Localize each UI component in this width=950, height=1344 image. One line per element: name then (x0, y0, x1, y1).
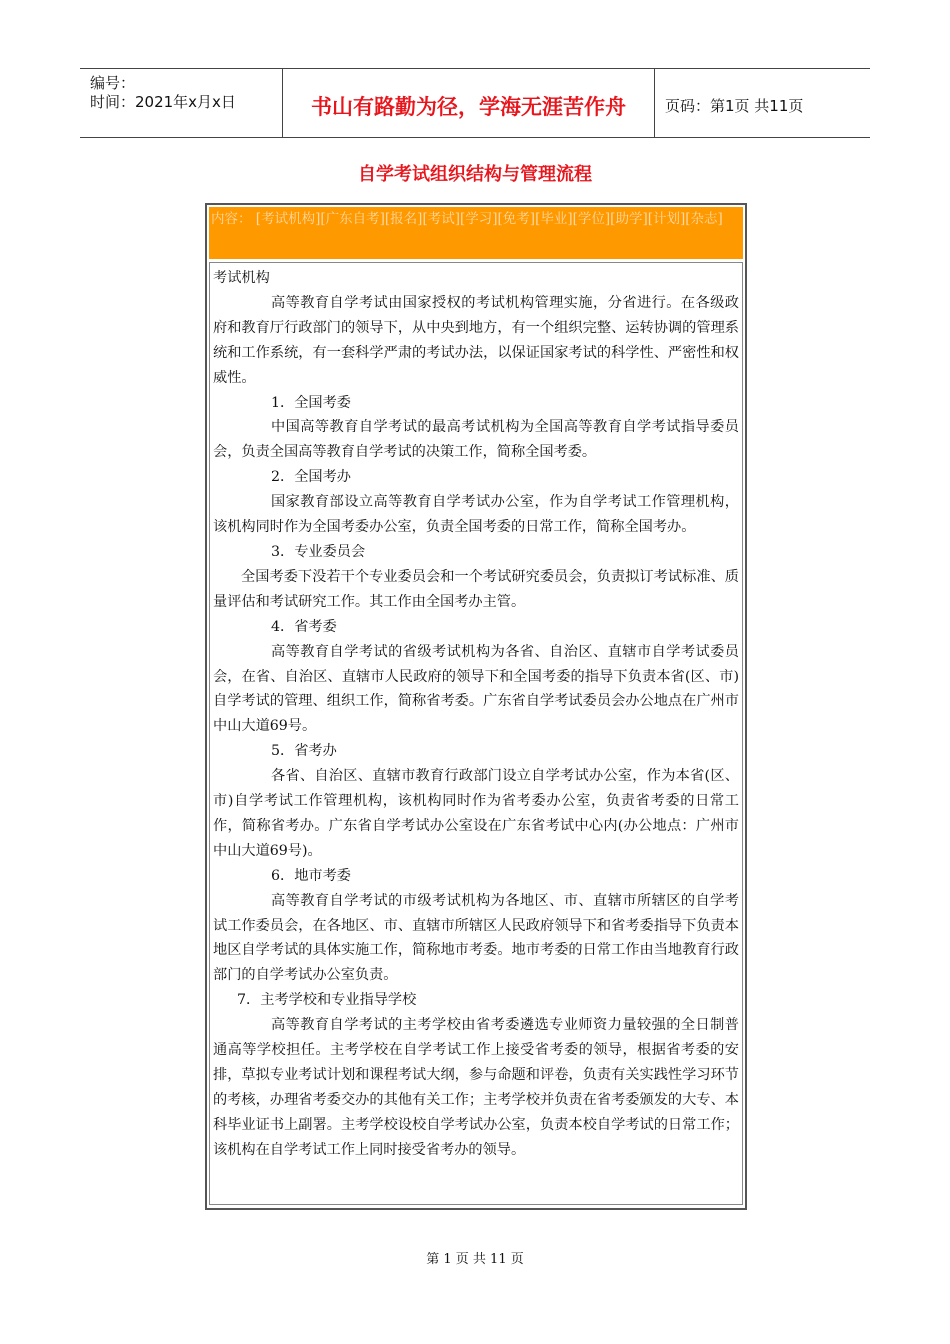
content-paragraph: 1．全国考委 (271, 394, 351, 411)
content-paragraph: 6．地市考委 (271, 867, 351, 884)
nav-link[interactable]: [广东自考] (320, 211, 385, 227)
page-indicator: 页码：第1页 共11页 (665, 97, 804, 115)
nav-prefix: 内容： (211, 211, 252, 227)
content-paragraph: 国家教育部设立高等教育自学考试办公室，作为自学考试工作管理机构，该机构同时作为全国考委办公室，负责全国考委的日常工作，简称全国考办。 (213, 494, 739, 536)
nav-link[interactable]: [杂志] (685, 211, 723, 227)
content-paragraph: 3．专业委员会 (271, 543, 366, 560)
content-paragraph: 5．省考办 (271, 743, 337, 760)
nav-link[interactable]: [学位] (572, 211, 611, 227)
content-table (205, 203, 747, 1210)
nav-link[interactable]: [报名] (384, 211, 423, 227)
content-paragraph: 高等教育自学考试由国家授权的考试机构管理实施，分省进行。在各级政府和教育厅行政部门的领导下，从中央到地方，有一个组织完整、运转协调的管理系统和工作系统，有一套科学严肃的考试办法，以保证国家考试的科学性、严密性和权威性。 (213, 294, 739, 386)
page-header (80, 68, 870, 138)
content-paragraph: 考试机构 (213, 270, 270, 286)
content-paragraph: 高等教育自学考试的省级考试机构为各省、自治区、直辖市自学考试委员会，在省、自治区、直辖市人民政府的领导下和全国考委的指导下负责本省(区、市)自学考试的管理、组织工作，简称省考委。广东省自学考试委员会办公地点在广州市中山大道69号。 (213, 643, 739, 735)
content-paragraph: 7．主考学校和专业指导学校 (237, 992, 417, 1009)
header-page-cell (655, 69, 870, 137)
nav-link[interactable]: [学习] (459, 211, 498, 227)
content-paragraph: 全国考委下没若干个专业委员会和一个考试研究委员会，负责拟订考试标准、质量评估和考试研究工作。其工作由全国考办主管。 (213, 568, 739, 610)
header-meta-cell (80, 69, 283, 137)
number-label: 编号： (90, 74, 136, 92)
content-body (209, 262, 743, 1205)
motto-text: 书山有路勤为径，学海无涯苦作舟 (311, 95, 626, 119)
page-footer: 第 1 页 共 11 页 (426, 1252, 524, 1267)
time-label: 时间：2021年x月x日 (90, 93, 236, 111)
content-paragraph: 高等教育自学考试的主考学校由省考委遴选专业师资力量较强的全日制普通高等学校担任。主考学校在自学考试工作上接受省考委的领导，根据省考委的安排，草拟专业考试计划和课程考试大纲，参与命题和评卷，负责有关实践性学习环节的考核，办理省考委交办的其他有关工作；主考学校并负责在省考委颁发的大专、本科毕业证书上副署。主考学校设校自学考试办公室，负责本校自学考试的日常工作；该机构在自学考试工作上同时接受省考办的领导。 (213, 1017, 739, 1158)
content-paragraph: 2．全国考办 (271, 469, 351, 486)
nav-link[interactable]: [毕业] (535, 211, 573, 227)
nav-link[interactable]: [免考] (497, 211, 536, 227)
header-motto-cell (283, 69, 655, 137)
content-nav-bar (209, 207, 743, 259)
nav-link[interactable]: [助学] (610, 211, 648, 227)
content-paragraph: 4．省考委 (271, 618, 337, 635)
nav-link[interactable]: [考试] (422, 211, 460, 227)
content-paragraph: 各省、自治区、直辖市教育行政部门设立自学考试办公室，作为本省(区、市)自学考试工作管理机构，该机构同时作为省考委办公室，负责省考委的日常工作，简称省考办。广东省自学考试办公室设在广东省考试中心内(办公地点：广州市中山大道69号)。 (213, 768, 739, 859)
nav-link[interactable]: [考试机构] (255, 211, 321, 227)
content-paragraph: 高等教育自学考试的市级考试机构为各地区、市、直辖市所辖区的自学考试工作委员会，在各地区、市、直辖市所辖区人民政府领导下和省考委指导下负责本地区自学考试的具体实施工作，简称地市考委。地市考委的日常工作由当地教育行政部门的自学考试办公室负责。 (213, 892, 739, 984)
content-paragraph: 中国高等教育自学考试的最高考试机构为全国高等教育自学考试指导委员会，负责全国高等教育自学考试的决策工作，简称全国考委。 (213, 419, 739, 461)
nav-link[interactable]: [计划] (647, 211, 686, 227)
document-title: 自学考试组织结构与管理流程 (358, 164, 592, 185)
